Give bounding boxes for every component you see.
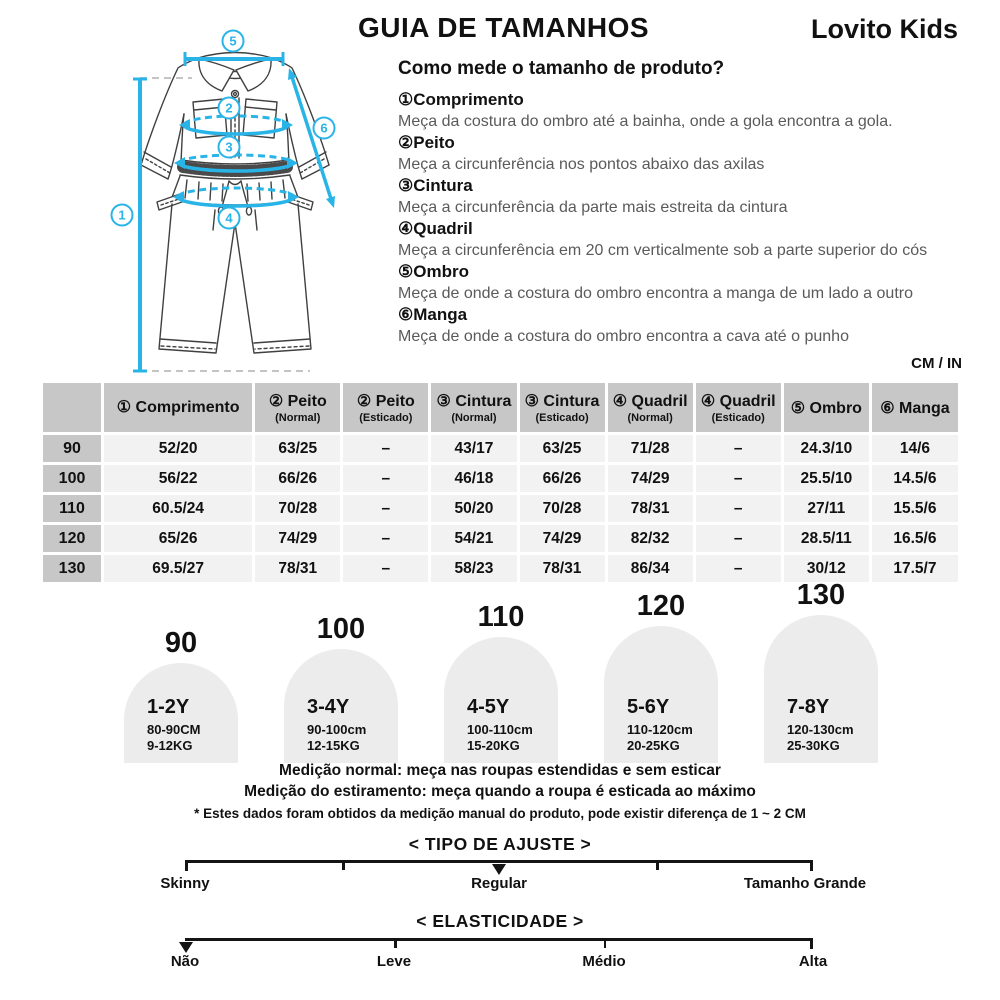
scale-endcap [810, 862, 813, 871]
cell: 63/25 [520, 435, 605, 462]
header-cell: ① Comprimento [104, 383, 252, 432]
cell: 17.5/7 [872, 555, 958, 582]
cell: 74/29 [520, 525, 605, 552]
table-row [43, 465, 958, 492]
measure-item-desc: Meça a circunferência em 20 cm verticalmente sob a parte superior do cós [398, 241, 928, 259]
cell: – [696, 525, 781, 552]
measure-item-title: ③Cintura [398, 176, 473, 195]
height-range: 80-90CM [147, 722, 201, 737]
height-range: 120-130cm [787, 722, 854, 737]
cell: 69.5/27 [104, 555, 252, 582]
table-row [43, 495, 958, 522]
age-range: 3-4Y [307, 696, 350, 718]
howto-heading: Como mede o tamanho de produto? [398, 58, 725, 79]
cell: 15.5/6 [872, 495, 958, 522]
measure-item-desc: Meça de onde a costura do ombro encontra a manga de um lado a outro [398, 284, 913, 302]
note-normal-measure: Medição normal: meça nas roupas estendidas e sem esticar [279, 762, 721, 779]
size-card-90 [124, 627, 238, 763]
header-cell: ③ Cintura (Esticado) [520, 383, 605, 432]
table-header-row [43, 383, 958, 432]
fit-scale-line [185, 860, 813, 863]
cell: – [696, 555, 781, 582]
cell: 65/26 [104, 525, 252, 552]
measure-item-desc: Meça de onde a costura do ombro encontra a cava até o punho [398, 327, 849, 345]
table-row [43, 525, 958, 552]
scale-tick [342, 862, 345, 870]
cell: 70/28 [255, 495, 340, 522]
age-range: 7-8Y [787, 696, 830, 718]
cell: 58/23 [431, 555, 516, 582]
badge-manga: 6 [320, 120, 328, 136]
page-title: GUIA DE TAMANHOS [358, 12, 650, 43]
scale-tick [604, 940, 607, 948]
size-arch [444, 637, 558, 763]
cell: – [696, 465, 781, 492]
elasticity-marker-icon [179, 942, 193, 953]
height-range: 110-120cm [627, 722, 693, 737]
age-range: 4-5Y [467, 696, 510, 718]
measure-item-desc: Meça a circunferência da parte mais estreita da cintura [398, 198, 788, 216]
size-card-number: 100 [316, 613, 366, 645]
measure-item-desc: Meça a circunferência nos pontos abaixo das axilas [398, 155, 765, 173]
weight-range: 9-12KG [147, 737, 193, 753]
age-range: 5-6Y [627, 696, 670, 718]
header-cell-blank [43, 383, 101, 432]
cell: – [343, 465, 428, 492]
size-arch [284, 649, 398, 763]
garment-outline [141, 53, 329, 354]
row-size-cell: 100 [43, 465, 101, 492]
badge-quadril: 4 [225, 210, 233, 226]
row-size-cell: 90 [43, 435, 101, 462]
measure-item-title: ④Quadril [398, 219, 473, 238]
cell: 78/31 [520, 555, 605, 582]
fit-marker-icon [492, 864, 506, 875]
size-card-number: 130 [796, 579, 846, 611]
size-arch [124, 663, 238, 763]
badge-peito: 2 [225, 100, 233, 116]
cell: 56/22 [104, 465, 252, 492]
scale-endcap [185, 862, 188, 871]
size-card-number: 120 [636, 590, 686, 622]
fit-scale-title: < TIPO DE AJUSTE > [408, 834, 592, 854]
elasticity-scale-title: < ELASTICIDADE > [416, 911, 584, 931]
weight-range: 25-30KG [787, 737, 840, 753]
badge-ombro: 5 [229, 33, 237, 49]
cell: 14.5/6 [872, 465, 958, 492]
cell: 54/21 [431, 525, 516, 552]
fit-label-tamanho-grande: Tamanho Grande [743, 875, 867, 892]
cell: – [343, 495, 428, 522]
elasticity-label-leve: Leve [376, 953, 412, 970]
cell: 86/34 [608, 555, 693, 582]
cell: 60.5/24 [104, 495, 252, 522]
header-cell: ② Peito (Normal) [255, 383, 340, 432]
size-card-130 [764, 579, 878, 763]
cell: – [696, 435, 781, 462]
header-cell: ④ Quadril (Normal) [608, 383, 693, 432]
badge-cintura: 3 [225, 139, 233, 155]
cell: 46/18 [431, 465, 516, 492]
row-size-cell: 120 [43, 525, 101, 552]
cell: 78/31 [608, 495, 693, 522]
header-cell: ② Peito (Esticado) [343, 383, 428, 432]
fit-label-skinny: Skinny [160, 875, 210, 892]
unit-label: CM / IN [911, 355, 962, 372]
cell: 52/20 [104, 435, 252, 462]
size-card-number: 110 [477, 601, 525, 633]
cell: 27/11 [784, 495, 869, 522]
scale-tick [656, 862, 659, 870]
cell: 82/32 [608, 525, 693, 552]
scale-tick [394, 940, 397, 948]
header-cell: ⑥ Manga [872, 383, 958, 432]
size-card-100 [284, 613, 398, 763]
header-cell: ④ Quadril (Esticado) [696, 383, 781, 432]
table-row [43, 435, 958, 462]
elasticity-label-nao: Não [170, 953, 200, 970]
cell: 66/26 [520, 465, 605, 492]
cell: 28.5/11 [784, 525, 869, 552]
height-range: 100-110cm [467, 722, 533, 737]
elasticity-label-alta: Alta [798, 953, 828, 970]
row-size-cell: 130 [43, 555, 101, 582]
weight-range: 20-25KG [627, 737, 680, 753]
cell: 14/6 [872, 435, 958, 462]
height-range: 90-100cm [307, 722, 367, 737]
cell: 70/28 [520, 495, 605, 522]
cell: – [343, 525, 428, 552]
header-cell: ③ Cintura (Normal) [431, 383, 516, 432]
cell: 66/26 [255, 465, 340, 492]
measure-item-title: ①Comprimento [398, 90, 524, 109]
size-card-number: 90 [164, 627, 198, 659]
badge-comprimento: 1 [118, 207, 126, 223]
measure-item-title: ②Peito [398, 133, 455, 152]
weight-range: 15-20KG [467, 737, 520, 753]
measure-item-desc: Meça da costura do ombro até a bainha, onde a gola encontra a gola. [398, 112, 893, 130]
size-card-110 [444, 601, 558, 763]
note-stretch-measure: Medição do estiramento: meça quando a roupa é esticada ao máximo [244, 783, 756, 800]
age-range: 1-2Y [147, 696, 190, 718]
cell: 74/29 [608, 465, 693, 492]
cell: 25.5/10 [784, 465, 869, 492]
cell: 50/20 [431, 495, 516, 522]
cell: 63/25 [255, 435, 340, 462]
header-cell: ⑤ Ombro [784, 383, 869, 432]
fit-label-regular: Regular [471, 875, 527, 892]
cell: 30/12 [784, 555, 869, 582]
measure-item-title: ⑥Manga [398, 305, 468, 324]
cell: 16.5/6 [872, 525, 958, 552]
size-card-120 [604, 590, 718, 763]
cell: – [343, 435, 428, 462]
garment-measure-diagram [95, 18, 365, 380]
size-age-cards [124, 575, 878, 763]
elasticity-label-medio: Médio [582, 953, 626, 970]
brand-logo: Lovito Kids [811, 14, 958, 44]
elasticity-scale-line [185, 938, 813, 941]
scale-endcap [810, 940, 813, 949]
size-measurements-table [40, 380, 961, 585]
cell: 24.3/10 [784, 435, 869, 462]
size-arch [604, 626, 718, 763]
size-arch [764, 615, 878, 763]
cell: – [696, 495, 781, 522]
cell: 43/17 [431, 435, 516, 462]
cell: – [343, 555, 428, 582]
cell: 78/31 [255, 555, 340, 582]
cell: 74/29 [255, 525, 340, 552]
weight-range: 12-15KG [307, 737, 360, 753]
cell: 71/28 [608, 435, 693, 462]
row-size-cell: 110 [43, 495, 101, 522]
note-disclaimer: * Estes dados foram obtidos da medição manual do produto, pode existir diferença de 1 ~ 2 CM [194, 806, 806, 821]
howto-section [398, 58, 983, 347]
measure-item-title: ⑤Ombro [398, 262, 469, 281]
